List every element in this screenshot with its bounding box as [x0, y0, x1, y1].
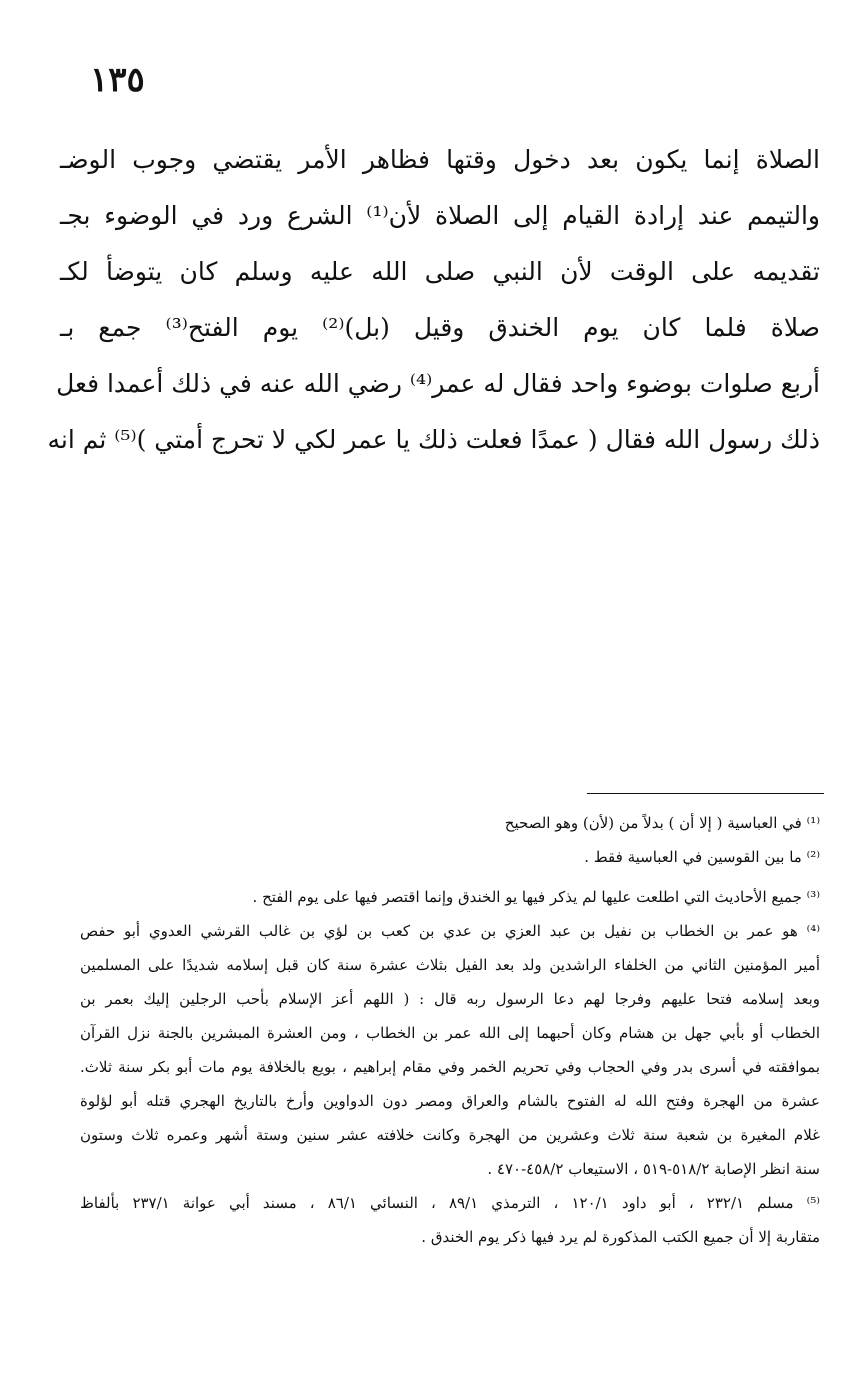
footnote-line: سنة انظر الإصابة ٥١٨/٢-٥١٩ ، الاستيعاب ٤٥٨/٢-٤٧٠ .: [487, 1160, 820, 1178]
text-line: والتيمم عند إرادة القيام إلى الصلاة لأن⁽¹⁾ الشرع ورد في الوضوء بجـ: [60, 201, 820, 230]
footnote-5: [80, 1186, 820, 1254]
footnote-1: ⁽¹⁾ في العباسية ( إلا أن ) بدلاً من (لأن) وهو الصحيح: [504, 814, 820, 832]
footnote-line: الخطاب أو بأبي جهل بن هشام وكان أحبهما إلى الله عمر بن الخطاب ، ومن العشرة المبشرين بالجنة نزل القرآن: [80, 1024, 820, 1042]
text-line: أربع صلوات بوضوء واحد فقال له عمر⁽⁴⁾ رضي الله عنه في ذلك أعمدا فعل: [56, 369, 820, 398]
main-text: [47, 132, 820, 468]
footnote-2: ⁽²⁾ ما بين القوسين في العباسية فقط .: [584, 848, 820, 866]
footnote-line: ⁽⁵⁾ مسلم ٢٣٢/١ ، أبو داود ١٢٠/١ ، الترمذي ٨٩/١ ، النسائي ٨٦/١ ، مسند أبي عوانة ٢٣٧/١ بألفاظ: [80, 1194, 820, 1212]
text-line: الصلاة إنما يكون بعد دخول وقتها فظاهر الأمر يقتضي وجوب الوضـ: [60, 145, 820, 174]
page-number: ١٣٥: [90, 60, 145, 100]
footnote-line: وبعد إسلامه فتحا عليهم وفرجا لهم دعا الرسول ربه قال : ( اللهم أعز الإسلام بأحب الرجلين إليك بعمر بن: [80, 990, 820, 1008]
footnote-line: غلام المغيرة بن شعبة سنة ثلاث وعشرين من الهجرة وكانت خلافته عشر سنين وستة أشهر وعمره ثلاث وستون: [80, 1126, 820, 1144]
footnote-divider: [587, 793, 824, 794]
footnote-4: [80, 914, 820, 1186]
footnote-3: ⁽³⁾ جميع الأحاديث التي اطلعت عليها لم يذكر فيها يو الخندق وإنما اقتصر فيها على يوم الفتح .: [252, 888, 820, 906]
footnote-line: بموافقته في أسرى بدر وفي الحجاب وفي تحريم الخمر وفي مقام إبراهيم ، بويع بالخلافة يوم مات أبو بكر سنة ثلاث.: [80, 1058, 820, 1076]
footnote-line: عشرة من الهجرة وفتح الله له الفتوح بالشام والعراق ومصر دون الدواوين وأرخ بالتاريخ الهجري قتله أبو لؤلوة: [80, 1092, 820, 1110]
text-line: صلاة فلما كان يوم الخندق وقيل (بل)⁽²⁾ يوم الفتح⁽³⁾ جمع بـ: [60, 313, 820, 342]
footnote-line: ⁽⁴⁾ هو عمر بن الخطاب بن نفيل بن عبد العزي بن عدي بن كعب بن لؤي بن غالب القرشي العدوي أبو حفص: [80, 922, 820, 940]
text-line: ذلك رسول الله فقال ( عمدًا فعلت ذلك يا عمر لكي لا تحرج أمتي )⁽⁵⁾ ثم انه: [47, 425, 820, 454]
text-line: تقديمه على الوقت لأن النبي صلى الله عليه وسلم كان يتوضأ لكـ: [60, 257, 820, 286]
footnote-line: أمير المؤمنين الثاني من الخلفاء الراشدين ولد بعد الفيل بثلاث عشرة سنة كان قبل إسلامه شديدًا على المسلمين: [80, 956, 820, 974]
footnote-line: متقاربة إلا أن جميع الكتب المذكورة لم يرد فيها ذكر يوم الخندق .: [421, 1228, 820, 1246]
footnotes: [80, 806, 820, 1254]
